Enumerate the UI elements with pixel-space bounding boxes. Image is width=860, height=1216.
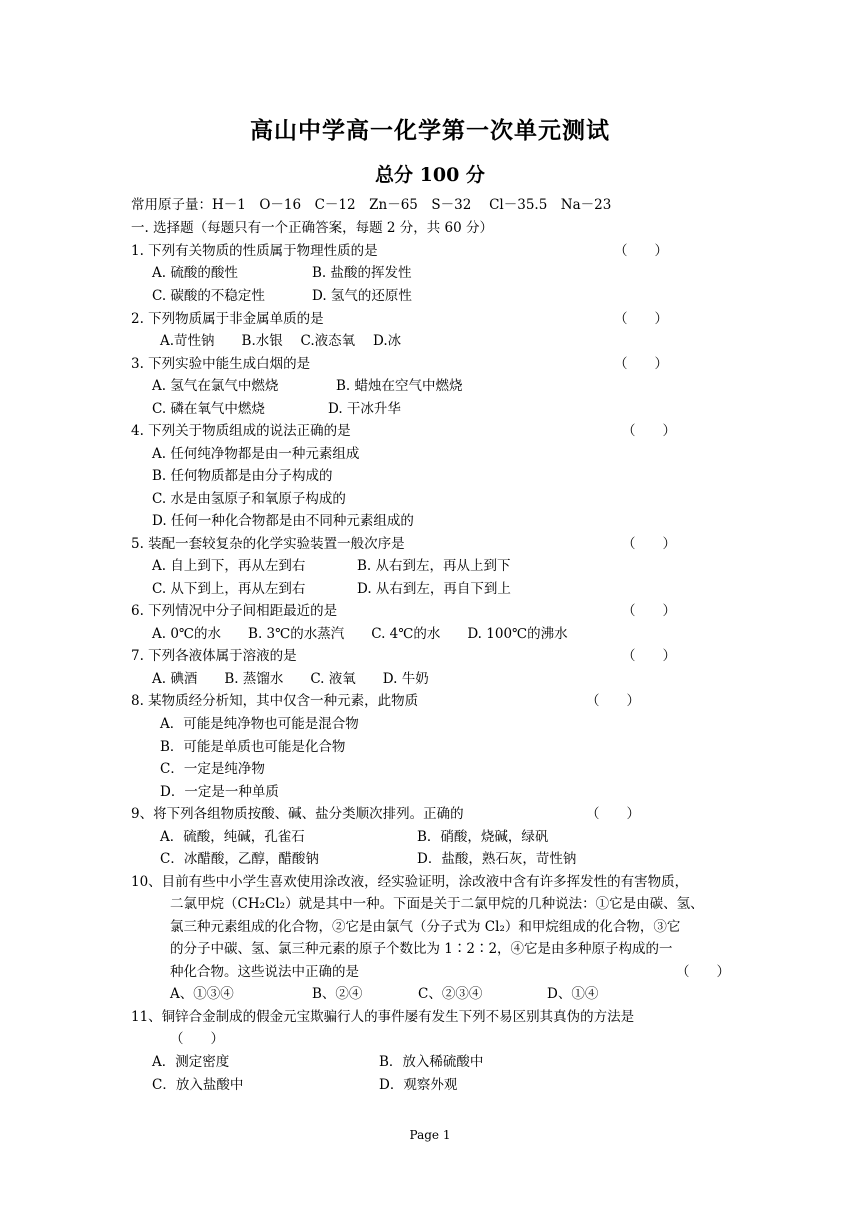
total-score: 总分 100 分 (375, 164, 485, 186)
option-a: A. 自上到下，再从左到右 (152, 558, 306, 574)
question-8-stem: 8. 某物质经分析知，其中仅含一种元素，此物质 (131, 693, 419, 709)
question-4-stem: 4. 下列关于物质组成的说法正确的是 (131, 423, 351, 439)
question-10-line: 10、目前有些中小学生喜欢使用涂改液，经实验证明，涂改液中含有许多挥发性的有害物质， (131, 874, 689, 890)
options-row: A.苛性钠 B.水银 C.液态氧 D.冰 (160, 333, 402, 349)
option-b: B．放入稀硫酸中 (379, 1054, 484, 1070)
question-10-line: 种化合物。这些说法中正确的是 (170, 964, 359, 980)
option-b: B. 任何物质都是由分子构成的 (152, 468, 333, 484)
option-a: A、①③④ (170, 986, 234, 1002)
option-b: B. 蜡烛在空气中燃烧 (336, 378, 463, 394)
option-d: D、①④ (547, 986, 599, 1002)
option-b: B、②④ (312, 986, 363, 1002)
answer-bracket: （ ） (622, 603, 676, 619)
options-row: A. 0℃的水 B. 3℃的水蒸汽 C. 4℃的水 D. 100℃的沸水 (152, 626, 568, 642)
answer-bracket: （ ） (614, 311, 668, 327)
answer-bracket: （ ） (622, 648, 676, 664)
question-7-stem: 7. 下列各液体属于溶液的是 (131, 648, 297, 664)
answer-bracket: （ ） (622, 536, 676, 552)
option-a: A. 任何纯净物都是由一种元素组成 (152, 446, 360, 462)
option-a: A．测定密度 (152, 1054, 230, 1070)
page-title: 高山中学高一化学第一次单元测试 (250, 117, 610, 144)
option-d: D. 任何一种化合物都是由不同种元素组成的 (152, 513, 414, 529)
answer-bracket: （ ） (586, 806, 640, 822)
question-5-stem: 5. 装配一套较复杂的化学实验装置一般次序是 (131, 536, 405, 552)
answer-bracket: （ ） (614, 356, 668, 372)
option-c: C. 磷在氧气中燃烧 (152, 401, 265, 417)
question-3-stem: 3. 下列实验中能生成白烟的是 (131, 356, 311, 372)
option-b: B．硝酸，烧碱，绿矾 (417, 829, 549, 845)
section-heading: 一. 选择题（每题只有一个正确答案，每题 2 分，共 60 分） (131, 220, 494, 236)
answer-bracket: （ ） (614, 243, 668, 259)
question-9-stem: 9、将下列各组物质按酸、碱、盐分类顺次排列。正确的 (131, 806, 464, 822)
option-b: B. 从右到左，再从上到下 (357, 558, 511, 574)
question-11-stem: 11、铜锌合金制成的假金元宝欺骗行人的事件屡有发生下列不易区别其真伪的方法是 (131, 1009, 635, 1025)
option-c: C．放入盐酸中 (152, 1077, 244, 1093)
options-row: A. 碘酒 B. 蒸馏水 C. 液氧 D. 牛奶 (152, 671, 429, 687)
option-a: A. 氢气在氯气中燃烧 (152, 378, 279, 394)
option-b: B. 盐酸的挥发性 (312, 265, 412, 281)
option-c: C. 水是由氢原子和氧原子构成的 (152, 491, 346, 507)
question-10-line: 的分子中碳、氢、氯三种元素的原子个数比为 1∶2∶2，④它是由多种原子构成的一 (170, 941, 673, 957)
question-2-stem: 2. 下列物质属于非金属单质的是 (131, 311, 324, 327)
option-c: C．冰醋酸，乙醇，醋酸钠 (160, 851, 319, 867)
option-a: A. 硫酸的酸性 (152, 265, 238, 281)
option-c: C. 从下到上，再从左到右 (152, 581, 306, 597)
option-b: B．可能是单质也可能是化合物 (160, 739, 346, 755)
option-d: D．观察外观 (379, 1077, 458, 1093)
answer-bracket: （ ） (170, 1031, 224, 1047)
question-10-line: 氯三种元素组成的化合物，②它是由氯气（分子式为 Cl₂）和甲烷组成的化合物，③它 (170, 919, 681, 935)
option-d: D. 从右到左，再自下到上 (357, 581, 511, 597)
atomic-masses: 常用原子量：H－1 O－16 C－12 Zn－65 S－32 Cl－35.5 Na－23 (131, 197, 612, 213)
option-a: A．可能是纯净物也可能是混合物 (160, 716, 359, 732)
option-d: D. 干冰升华 (328, 401, 401, 417)
question-1-stem: 1. 下列有关物质的性质属于物理性质的是 (131, 243, 378, 259)
answer-bracket: （ ） (586, 693, 640, 709)
option-d: D. 氢气的还原性 (312, 288, 412, 304)
page-number: Page 1 (409, 1128, 451, 1142)
answer-bracket: （ ） (622, 423, 676, 439)
answer-bracket: （ ） (676, 964, 730, 980)
option-d: D．盐酸，熟石灰，苛性钠 (417, 851, 577, 867)
question-10-line: 二氯甲烷（CH₂Cl₂）就是其中一种。下面是关于二氯甲烷的几种说法：①它是由碳、氢、 (170, 896, 704, 912)
option-a: A．硫酸，纯碱，孔雀石 (160, 829, 305, 845)
option-c: C. 碳酸的不稳定性 (152, 288, 265, 304)
option-c: C、②③④ (418, 986, 483, 1002)
question-6-stem: 6. 下列情况中分子间相距最近的是 (131, 603, 338, 619)
option-d: D．一定是一种单质 (160, 784, 279, 800)
option-c: C．一定是纯净物 (160, 761, 265, 777)
